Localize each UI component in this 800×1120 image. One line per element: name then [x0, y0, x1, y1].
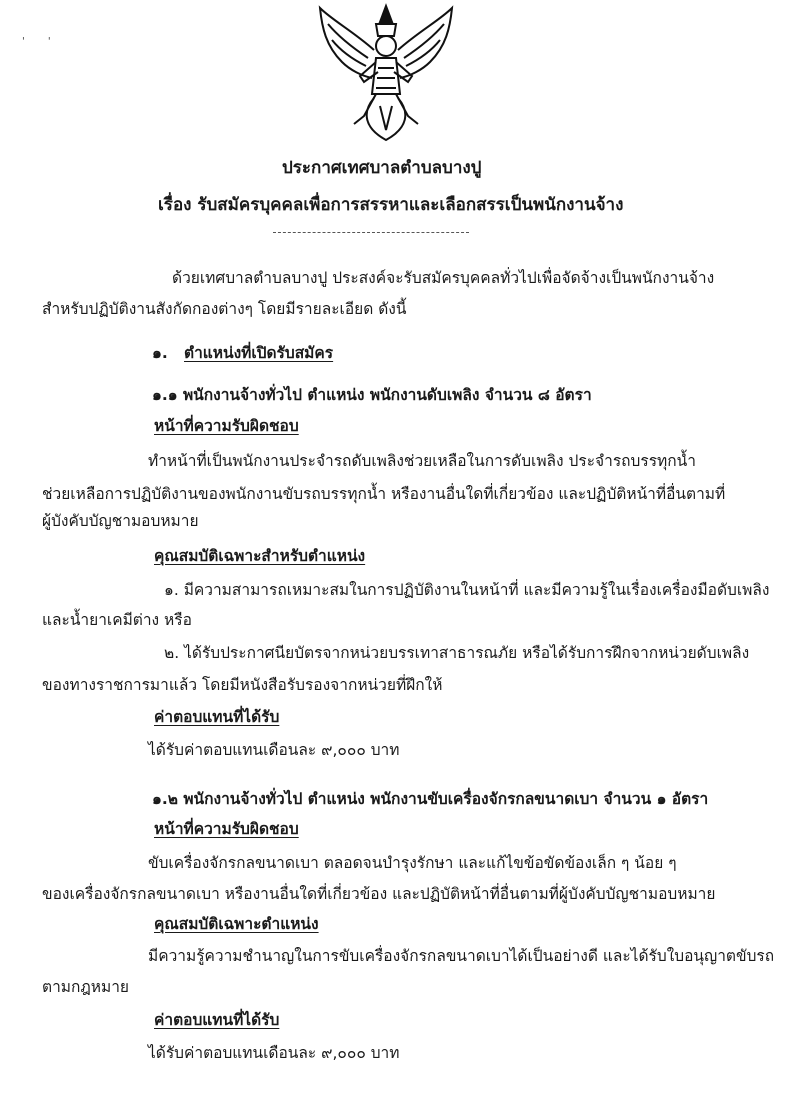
- position-2-qual-1a: มีความรู้ความชำนาญในการขับเครื่องจักรกลขนาดเบาได้เป็นอย่างดี และได้รับใบอนุญาตขับรถ: [148, 947, 775, 965]
- position-2-heading: ๑.๒ พนักงานจ้างทั่วไป ตำแหน่ง พนักงานขับเครื่องจักรกลขนาดเบา จำนวน ๑ อัตรา: [152, 790, 709, 808]
- position-2-duty-line-2: ของเครื่องจักรกลขนาดเบา หรืองานอื่นใดที่เกี่ยวข้อง และปฏิบัติหน้าที่อื่นตามที่ผู้บังคับบัญชามอบหมาย: [42, 885, 716, 903]
- section-number: ๑.: [152, 344, 168, 362]
- position-2-pay: ได้รับค่าตอบแทนเดือนละ ๙,๐๐๐ บาท: [148, 1044, 400, 1062]
- scan-marks: ' ': [22, 36, 61, 47]
- position-1-duty-label: หน้าที่ความรับผิดชอบ: [154, 417, 299, 435]
- position-1-pay: ได้รับค่าตอบแทนเดือนละ ๙,๐๐๐ บาท: [148, 741, 400, 759]
- position-2-duty-line-1: ขับเครื่องจักรกลขนาดเบา ตลอดจนบำรุงรักษา และแก้ไขข้อขัดข้องเล็ก ๆ น้อย ๆ: [148, 854, 677, 872]
- position-2-duty-label: หน้าที่ความรับผิดชอบ: [154, 820, 299, 838]
- position-1-qual-1a: ๑. มีความสามารถเหมาะสมในการปฏิบัติงานในหน้าที่ และมีความรู้ในเรื่องเครื่องมือดับเพลิง: [164, 581, 770, 599]
- position-1-qual-label: คุณสมบัติเฉพาะสำหรับตำแหน่ง: [154, 547, 366, 565]
- position-1-qual-2b: ของทางราชการมาแล้ว โดยมีหนังสือรับรองจากหน่วยที่ฝึกให้: [42, 676, 443, 694]
- title-divider: [273, 232, 469, 233]
- position-2-qual-label: คุณสมบัติเฉพาะตำแหน่ง: [154, 915, 319, 933]
- position-1-duty-line-3: ผู้บังคับบัญชามอบหมาย: [42, 512, 199, 530]
- position-1-duty-line-2: ช่วยเหลือการปฏิบัติงานของพนักงานขับรถบรรทุกน้ำ หรืองานอื่นใดที่เกี่ยวข้อง และปฏิบัติหน้าที่อื่นตามที่: [42, 485, 726, 503]
- position-1-qual-1b: และน้ำยาเคมีต่าง หรือ: [42, 611, 192, 629]
- position-2-qual-1b: ตามกฎหมาย: [42, 978, 129, 996]
- position-1-heading: ๑.๑ พนักงานจ้างทั่วไป ตำแหน่ง พนักงานดับเพลิง จำนวน ๘ อัตรา: [152, 386, 592, 404]
- org-title: ประกาศเทศบาลตำบลบางปู: [282, 158, 482, 178]
- position-2-pay-label: ค่าตอบแทนที่ได้รับ: [154, 1011, 280, 1029]
- intro-line-2: สำหรับปฏิบัติงานสังกัดกองต่างๆ โดยมีรายละเอียด ดังนี้: [42, 300, 407, 318]
- position-1-duty-line-1: ทำหน้าที่เป็นพนักงานประจำรถดับเพลิงช่วยเหลือในการดับเพลิง ประจำรถบรรทุกน้ำ: [148, 452, 696, 470]
- position-1-qual-2a: ๒. ได้รับประกาศนียบัตรจากหน่วยบรรเทาสาธารณภัย หรือได้รับการฝึกจากหน่วยดับเพลิง: [164, 644, 750, 662]
- section-title: ตำแหน่งที่เปิดรับสมัคร: [184, 344, 334, 362]
- subject-line: เรื่อง รับสมัครบุคคลเพื่อการสรรหาและเลือกสรรเป็นพนักงานจ้าง: [158, 195, 624, 215]
- intro-line-1: ด้วยเทศบาลตำบลบางปู ประสงค์จะรับสมัครบุคคลทั่วไปเพื่อจัดจ้างเป็นพนักงานจ้าง: [172, 269, 715, 287]
- position-1-pay-label: ค่าตอบแทนที่ได้รับ: [154, 708, 280, 726]
- garuda-emblem-icon: [302, 2, 470, 144]
